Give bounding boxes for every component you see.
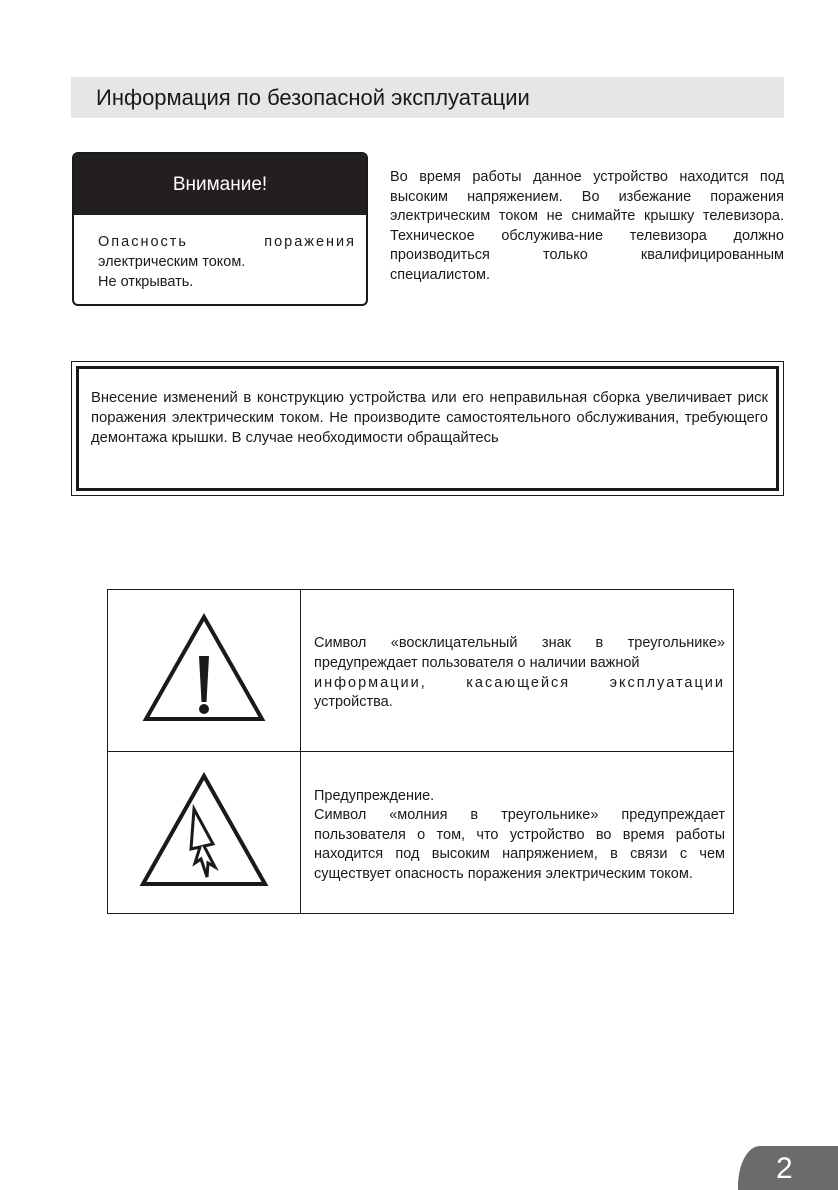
exclamation-text-main: Символ «восклицательный знак в треугольнике» предупреждает пользователя о наличии важной — [314, 635, 725, 671]
page-number: 2 — [776, 1152, 793, 1185]
page-number-tab — [738, 1146, 838, 1190]
symbol-icon-cell — [108, 590, 301, 752]
exclamation-symbol-description — [314, 634, 725, 712]
symbol-icon-cell — [108, 752, 301, 914]
symbol-row-exclamation — [108, 590, 734, 752]
symbol-text-cell — [301, 752, 734, 914]
lightning-triangle-icon — [138, 771, 270, 889]
notice-paragraph: Внесение изменений в конструкцию устройства или его неправильная сборка увеличивает риск поражения электрическим током. Не производите самостоятельного обслуживания, требующего демонтажа крышки. В случае необходимости обращайтесь — [91, 390, 768, 446]
warning-line-3: Не открывать. — [98, 274, 194, 290]
lightning-symbol-description: Символ «молния в треугольнике» предупреждает пользователя о том, что устройство во время работы находится под высоким напряжением, в связи с чем существует опасность поражения электрическим током. — [314, 807, 725, 882]
section-title: Информация по безопасной эксплуатации — [96, 85, 530, 110]
symbol-row-lightning — [108, 752, 734, 914]
warning-line-1: Опасность поражения — [98, 234, 356, 250]
exclamation-text-end: устройства. — [314, 694, 393, 711]
symbol-text-cell — [301, 590, 734, 752]
warning-body — [74, 215, 366, 292]
exclamation-triangle-icon — [141, 612, 267, 724]
notice-inner-frame — [76, 366, 779, 491]
symbols-table — [107, 589, 734, 914]
notice-box — [71, 361, 784, 496]
warning-line-2: электрическим током. — [98, 254, 246, 270]
exclamation-text-wide: информации, касающейся эксплуатации — [314, 674, 725, 691]
intro-paragraph: Во время работы данное устройство находится под высоким напряжением. Во избежание поражения электрическим током не снимайте крышку телевизора. Техническое обслужива-ние телевизора должно производиться только квалифицированным специалистом. — [390, 169, 784, 283]
lightning-symbol-title: Предупреждение. — [314, 787, 435, 804]
section-header — [71, 77, 784, 118]
warning-heading: Внимание! — [74, 154, 366, 215]
warning-box — [72, 152, 368, 306]
